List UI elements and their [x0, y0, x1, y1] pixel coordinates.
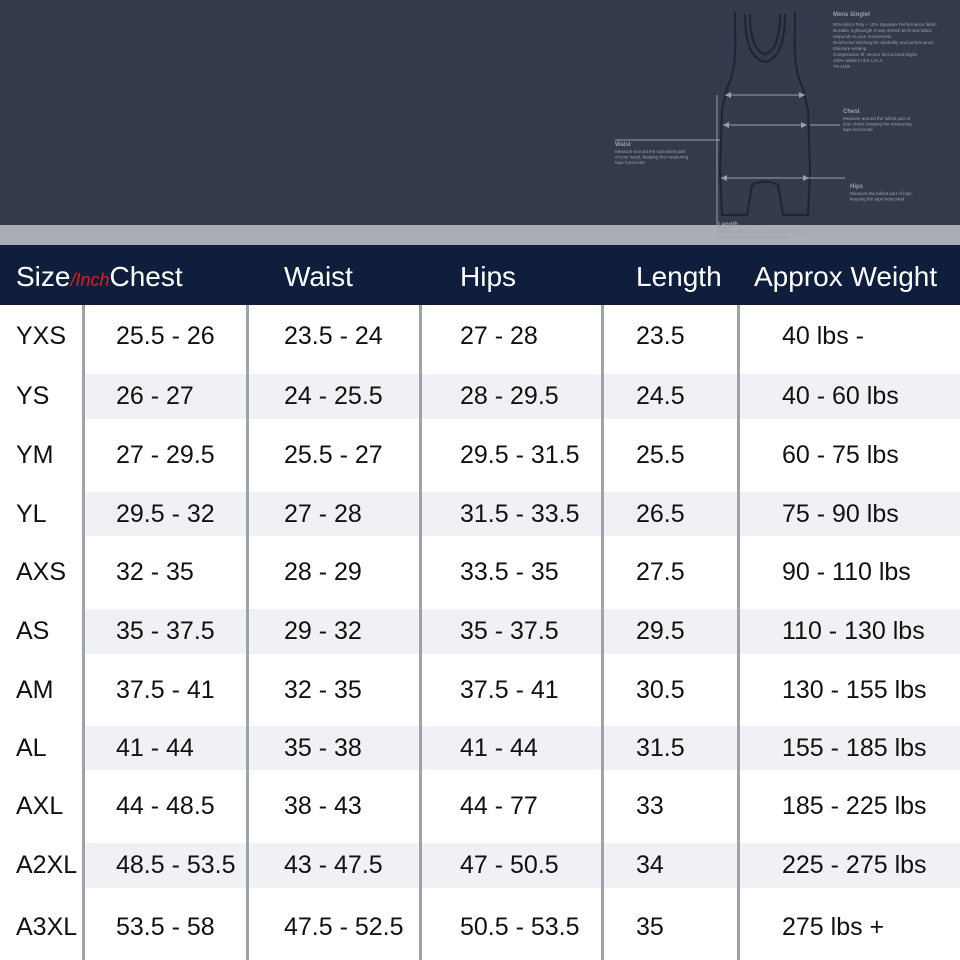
cell-size: AXL: [16, 792, 64, 820]
cell-hips: 44 - 77: [460, 792, 538, 820]
cell-hips: 27 - 28: [460, 321, 538, 350]
length-note: [718, 229, 807, 240]
cell-size: A2XL: [16, 851, 78, 879]
cell-size: AS: [16, 617, 50, 645]
cell-weight: 40 lbs -: [782, 321, 864, 350]
header-waist: Waist: [284, 261, 353, 292]
cell-chest: 48.5 - 53.5: [116, 851, 236, 879]
cell-chest: 25.5 - 26: [116, 321, 215, 350]
drawing-note-line: straight down your torso to the hem: [718, 234, 789, 240]
cell-size: AL: [16, 733, 47, 762]
table-row: [0, 485, 960, 543]
column-divider: [601, 305, 604, 960]
column-divider: [246, 305, 249, 960]
table-row: [0, 426, 960, 485]
cell-weight: 225 - 275 lbs: [782, 851, 927, 879]
drawing-note-line: TS-1108: [833, 64, 850, 69]
drawing-title: Mens Singlet: [833, 12, 871, 18]
cell-length: 33: [636, 792, 664, 820]
cell-hips: 29.5 - 31.5: [460, 441, 580, 469]
cell-waist: 35 - 38: [284, 733, 362, 762]
cell-length: 29.5: [636, 617, 685, 645]
drawing-note-line: of your waist, keeping the measuring: [615, 154, 689, 160]
length-note-label: Length: [718, 222, 738, 228]
drawing-note-line: 100% Made in the U.S.A.: [833, 58, 884, 63]
drawing-note-line: Durable, lightweight 4-way stretch technical fabric: [833, 28, 932, 33]
drawing-note-line: responds to your movements: [833, 34, 892, 39]
cell-chest: 26 - 27: [116, 382, 194, 410]
size-table-body: [0, 305, 960, 960]
table-row: [0, 543, 960, 602]
cell-hips: 41 - 44: [460, 733, 538, 762]
column-divider: [82, 305, 85, 960]
cell-size: YXS: [16, 321, 67, 350]
header-size: Size/InchChest: [16, 261, 183, 292]
cell-size: YL: [16, 499, 47, 528]
drawing-note-line: 90% Micro Poly + 10% Spandex Performance fabric: [833, 22, 937, 27]
hips-note-label: Hips: [850, 184, 864, 190]
header-weight: Approx Weight: [754, 261, 938, 292]
drawing-note-line: Measure down from the top of your shoulder: [718, 229, 807, 234]
waist-note: [615, 149, 689, 165]
cell-length: 34: [636, 851, 664, 879]
cell-waist: 25.5 - 27: [284, 441, 383, 469]
cell-size: A3XL: [16, 913, 78, 941]
cell-chest: 41 - 44: [116, 733, 194, 762]
cell-weight: 155 - 185 lbs: [782, 733, 927, 762]
cell-chest: 37.5 - 41: [116, 675, 215, 704]
column-divider: [737, 305, 740, 960]
cell-size: AXS: [16, 558, 67, 586]
cell-length: 26.5: [636, 499, 685, 528]
drawing-note-line: Measure around the fullest part of: [843, 116, 911, 121]
cell-hips: 33.5 - 35: [460, 558, 559, 586]
cell-length: 23.5: [636, 321, 685, 350]
cell-waist: 23.5 - 24: [284, 321, 383, 350]
cell-waist: 38 - 43: [284, 792, 362, 820]
cell-chest: 27 - 29.5: [116, 441, 215, 469]
hips-note: [850, 191, 913, 202]
column-divider: [419, 305, 422, 960]
chest-note: [843, 116, 912, 132]
cell-waist: 32 - 35: [284, 675, 362, 704]
cell-hips: 50.5 - 53.5: [460, 913, 580, 941]
table-row: [0, 602, 960, 661]
cell-weight: 90 - 110 lbs: [782, 558, 911, 586]
header-unit: /Inch: [70, 270, 110, 290]
drawing-note-line: Reinforced stitching for durability and performance: [833, 40, 934, 45]
table-header: [0, 245, 960, 305]
table-row: [0, 305, 960, 367]
table-row: [0, 895, 960, 960]
cell-length: 35: [636, 913, 664, 941]
cell-size: YS: [16, 382, 50, 410]
cell-length: 31.5: [636, 733, 685, 762]
cell-size: AM: [16, 675, 54, 704]
cell-hips: 28 - 29.5: [460, 382, 559, 410]
cell-size: YM: [16, 441, 54, 469]
drawing-note-line: Compression fit, secure feel around thighs: [833, 52, 918, 57]
drawing-notes: [833, 22, 937, 69]
cell-weight: 275 lbs +: [782, 913, 885, 941]
drawing-note-line: keeping the tape horizontal: [850, 196, 905, 202]
drawing-note-line: Measure the fullest part of hips,: [850, 191, 913, 196]
drawing-note-line: your chest, keeping the measuring: [843, 121, 912, 127]
cell-hips: 35 - 37.5: [460, 617, 559, 645]
cell-waist: 43 - 47.5: [284, 851, 383, 879]
table-row: [0, 836, 960, 895]
cell-chest: 44 - 48.5: [116, 792, 215, 820]
cell-waist: 24 - 25.5: [284, 382, 383, 410]
cell-chest: 35 - 37.5: [116, 617, 215, 645]
cell-length: 25.5: [636, 441, 685, 469]
drawing-note-line: tape horizontal: [843, 127, 873, 132]
cell-hips: 47 - 50.5: [460, 851, 559, 879]
cell-length: 30.5: [636, 675, 685, 704]
cell-chest: 53.5 - 58: [116, 913, 215, 941]
cell-chest: 29.5 - 32: [116, 499, 215, 528]
header-length: Length: [636, 261, 722, 292]
drawing-note-line: tape horizontal: [615, 160, 645, 165]
cell-weight: 185 - 225 lbs: [782, 792, 927, 820]
header-hips: Hips: [460, 261, 517, 292]
cell-weight: 75 - 90 lbs: [782, 499, 899, 528]
cell-hips: 37.5 - 41: [460, 675, 559, 704]
singlet-diagram: [605, 0, 960, 245]
table-row: [0, 367, 960, 426]
cell-chest: 32 - 35: [116, 558, 194, 586]
header-chest: Chest: [109, 261, 183, 292]
cell-weight: 130 - 155 lbs: [782, 675, 927, 704]
table-row: [0, 777, 960, 836]
table-row: [0, 719, 960, 777]
cell-length: 24.5: [636, 382, 685, 410]
chest-note-label: Chest: [843, 109, 860, 115]
cell-waist: 28 - 29: [284, 558, 362, 586]
waist-note-label: Waist: [615, 142, 631, 148]
cell-weight: 40 - 60 lbs: [782, 382, 899, 410]
cell-waist: 27 - 28: [284, 499, 362, 528]
drawing-note-line: Measure around the narrowest part: [615, 149, 686, 154]
cell-waist: 29 - 32: [284, 617, 362, 645]
cell-weight: 60 - 75 lbs: [782, 441, 899, 469]
cell-weight: 110 - 130 lbs: [782, 617, 925, 645]
drawing-note-line: Moisture wicking: [833, 46, 867, 51]
table-row: [0, 661, 960, 719]
cell-length: 27.5: [636, 558, 685, 586]
cell-waist: 47.5 - 52.5: [284, 913, 404, 941]
cell-hips: 31.5 - 33.5: [460, 499, 580, 528]
